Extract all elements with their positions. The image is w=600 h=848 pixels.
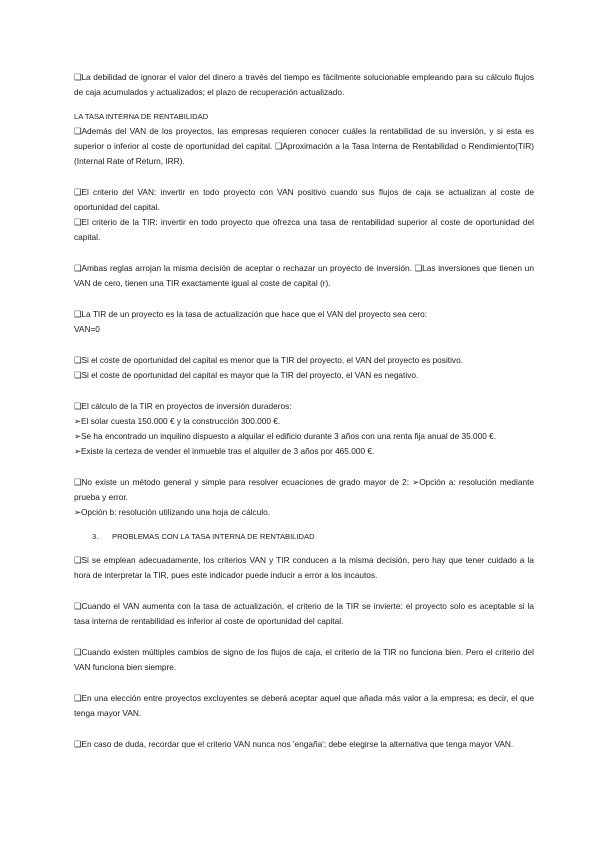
bullet-inquilino: ➢Se ha encontrado un inquilino dispuesto a alquilar el edificio durante 3 años con una renta fija anual de 35.000 €. [74,431,497,441]
section-number: 3. [92,532,99,541]
paragraph-criterio-van: ❑El criterio del VAN: invertir en todo proyecto con VAN positivo cuando sus flujos de caja se actualizan al coste de oportunidad del capital. [74,187,534,212]
paragraph-criterio-tir: ❑El criterio de la TIR: invertir en todo proyecto que ofrezca una tasa de rentabilidad superior al coste de oportunidad del capital. [74,217,534,242]
document-page [74,70,534,752]
bullet-venta: ➢Existe la certeza de vender el inmueble tras el alquiler de 3 años por 465.000 €. [74,446,375,456]
bullet-solar: ➢El solar cuesta 150.000 € y la construcción 300.000 €. [74,416,281,426]
paragraph-van-aumenta: ❑Cuando el VAN aumenta con la tasa de actualización, el criterio de la TIR se invierte: el proyecto solo es aceptable si la tasa interna de rentabilidad es inferior al coste de oportunidad del capital. [74,601,534,626]
paragraph-calculo-tir: ❑El cálculo de la TIR en proyectos de inversión duraderos: [74,401,292,411]
paragraph-van-positivo: ❑Si el coste de oportunidad del capital es menor que la TIR del proyecto, el VAN del proyecto es positivo. [74,355,464,365]
paragraph-cambios-signo: ❑Cuando existen múltiples cambios de signo de los flujos de caja, el criterio de la TIR no funciona bien. Pero el criterio del VAN funciona bien siempre. [74,647,534,672]
paragraph-tir-definicion: ❑La TIR de un proyecto es la tasa de actualización que hace que el VAN del proyecto sea cero: [74,309,428,319]
bullet-opcion-b: ➢Opción b: resolución utilizando una hoja de cálculo. [74,507,271,517]
paragraph-caso-duda: ❑En caso de duda, recordar que el criterio VAN nunca nos 'engaña'; debe elegirse la alternativa que tenga mayor VAN. [74,739,514,749]
formula-van-cero: VAN=0 [74,324,100,334]
paragraph-metodo-general: ❑No existe un método general y simple para resolver ecuaciones de grado mayor de 2: ➢Opción a: resolución mediante prueba y error. [74,477,534,502]
paragraph-van-negativo: ❑Si el coste de oportunidad del capital es mayor que la TIR del proyecto, el VAN es negativo. [74,370,419,380]
paragraph-proyectos-excluyentes: ❑En una elección entre proyectos excluyentes se deberá aceptar aquel que añada más valor a la empresa; es decir, el que tenga mayor VAN. [74,693,534,718]
section-title: PROBLEMAS CON LA TASA INTERNA DE RENTABILIDAD [112,532,315,541]
section-heading-problemas [74,529,534,544]
paragraph-adecuadamente: ❑Si se emplean adecuadamente, los criterios VAN y TIR conducen a la misma decisión, pero hay que tener cuidado a la hora de interpretar la TIR, pues este indicador puede inducir a error a los incautos. [74,555,534,580]
paragraph-tir-intro: ❑Además del VAN de los proyectos, las empresas requieren conocer cuáles la rentabilidad de su inversión, y si esta es superior o inferior al coste de oportunidad del capital. ❑Aproximación a la Tasa Interna de Rentabilidad o Rendimiento(TIR) (Internal Rate of Return, IRR). [74,126,534,166]
paragraph-plazo-recuperacion: ❑La debilidad de ignorar el valor del dinero a través del tiempo es fácilmente solucionable empleando para su cálculo flujos de caja acumulados y actualizados; el plazo de recuperación actualizado. [74,72,534,97]
heading-tir: LA TASA INTERNA DE RENTABILIDAD [74,112,209,121]
paragraph-ambas-reglas: ❑Ambas reglas arrojan la misma decisión de aceptar o rechazar un proyecto de inversión. ❑Las inversiones que tienen un VAN de cero, tienen una TIR exactamente igual al coste de capital (r). [74,263,534,288]
